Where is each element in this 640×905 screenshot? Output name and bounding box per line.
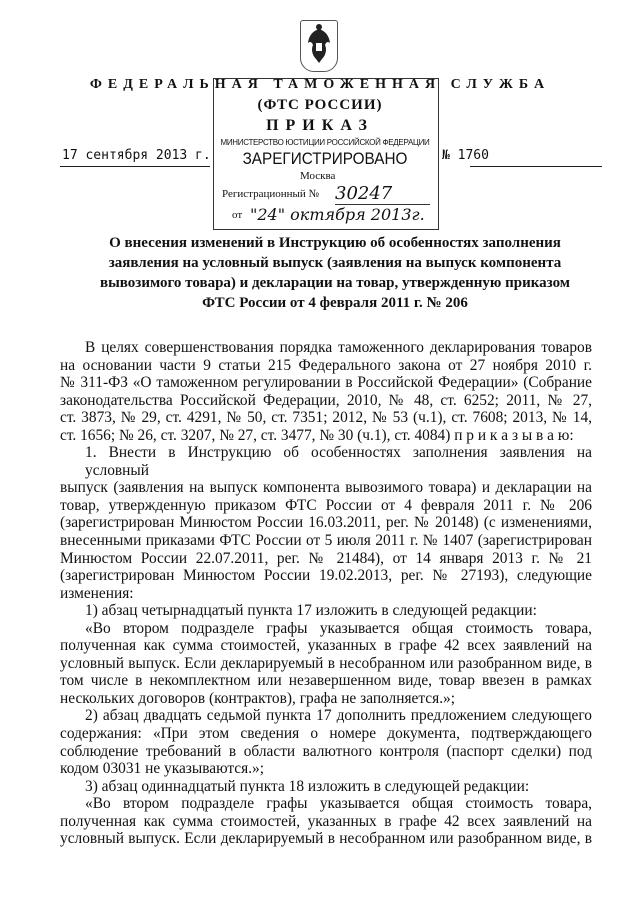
order-number: № 1760 bbox=[442, 148, 489, 163]
body-line: законодательства Российской Федерации, 2010, № 48, ст. 6252; 2011, № 27, bbox=[60, 391, 592, 409]
body-line: условный выпуск. Если декларируемый в несобранном или разобранном виде, в bbox=[60, 830, 592, 848]
body-line: соблюдение требований в области валютного контроля (паспорт сделки) под bbox=[60, 742, 592, 760]
coat-of-arms-emblem bbox=[300, 20, 338, 72]
body-line: полученная как сумма стоимостей, указанных в графе 42 всех заявлений на bbox=[60, 812, 592, 830]
stamp-reg-number: 30247 bbox=[335, 184, 430, 205]
body-line: на основании части 9 статьи 215 Федерального закона от 27 ноября 2010 г. bbox=[60, 356, 592, 374]
body-line: (зарегистрирован Минюстом России 16.03.2011, рег. № 20148) (с изменениями, bbox=[60, 514, 592, 532]
body-line: кодом 03031 не указываются.»; bbox=[60, 760, 265, 778]
body-line: полученная как сумма стоимостей, указанных в графе 42 всех заявлений на bbox=[60, 637, 592, 655]
stamp-registered: ЗАРЕГИСТРИРОВАНО bbox=[242, 149, 408, 168]
body-line: товар, утвержденную приказом ФТС России от 4 февраля 2011 г. № 206 bbox=[60, 496, 592, 514]
title-line: ФТС России от 4 февраля 2011 г. № 206 bbox=[202, 295, 468, 311]
body-line: 3) абзац одиннадцатый пункта 18 изложить в следующей редакции: bbox=[85, 777, 530, 795]
document-body bbox=[60, 339, 592, 848]
body-line: ст. 3873, № 29, ст. 4291, № 50, ст. 7351; 2012, № 53 (ч.1), ст. 7608; 2013, № 14, bbox=[60, 409, 592, 427]
document-type: ПРИКАЗ bbox=[266, 117, 374, 134]
body-line: условный выпуск. Если декларируемый в несобранном или разобранном виде, в bbox=[60, 654, 592, 672]
stamp-city: Москва bbox=[300, 170, 336, 182]
date-underline bbox=[60, 166, 210, 167]
body-line: внесенными приказами ФТС России от 5 июля 2011 г. № 1407 (зарегистрирован bbox=[60, 532, 592, 550]
body-line: том числе в некомплектном или незавершенном виде, товар ввезен в рамках bbox=[60, 672, 592, 690]
body-line: содержания: «При этом сведения о номере документа, подтверждающего bbox=[60, 725, 592, 743]
stamp-date-label: от bbox=[232, 209, 243, 221]
body-line: выпуск (заявления на выпуск компонента вывозимого товара) и декларации на bbox=[60, 479, 592, 497]
title-line: О внесения изменений в Инструкцию об особенностях заполнения bbox=[109, 235, 561, 251]
body-line: № 311-ФЗ «О таможенном регулировании в Российской Федерации» (Собрание bbox=[60, 374, 592, 392]
body-line: (зарегистрирован Минюстом России 19.02.2013, рег. № 27193), следующие bbox=[60, 567, 592, 585]
body-line: нескольких договоров (контрактов), графа не заполняется.»; bbox=[60, 689, 456, 707]
body-line: 1) абзац четырнадцатый пункта 17 изложить в следующей редакции: bbox=[85, 602, 537, 620]
body-line: 1. Внести в Инструкцию об особенностях заполнения заявления на условный bbox=[85, 444, 592, 479]
stamp-ministry: МИНИСТЕРСТВО ЮСТИЦИИ РОССИЙСКОЙ ФЕДЕРАЦИИ bbox=[220, 138, 430, 147]
body-line: «Во втором подразделе графы указывается общая стоимость товара, bbox=[85, 619, 592, 637]
body-line: изменения: bbox=[60, 584, 134, 602]
title-line: вывозимого товара) и декларации на товар, утвержденную приказом bbox=[99, 275, 571, 291]
stamp-reg-label: Регистрационный № bbox=[222, 188, 320, 200]
body-line: «Во втором подразделе графы указывается общая стоимость товара, bbox=[85, 795, 592, 813]
agency-name: ФЕДЕРАЛЬНАЯ ТАМОЖЕННАЯ СЛУЖБА bbox=[89, 77, 551, 92]
stamp-date-value: "24" октября 2013г. bbox=[250, 205, 425, 224]
agency-short-name: (ФТС РОССИИ) bbox=[257, 97, 383, 113]
body-line: Минюстом России 22.07.2011, рег. № 21484), от 14 января 2013 г. № 21 bbox=[60, 549, 592, 567]
order-date: 17 сентября 2013 г. bbox=[62, 148, 211, 163]
body-line: В целях совершенствования порядка таможенного декларирования товаров bbox=[85, 339, 592, 356]
number-underline bbox=[470, 166, 602, 167]
title-line: заявления на условный выпуск (заявления на выпуск компонента bbox=[108, 255, 562, 271]
document-title bbox=[95, 233, 575, 313]
body-line: 2) абзац двадцать седьмой пункта 17 дополнить предложением следующего bbox=[85, 707, 592, 725]
body-line: ст. 1656; № 26, ст. 3207, № 27, ст. 3477, № 30 (ч.1), ст. 4084) п р и к а з ы в а ю: bbox=[60, 426, 574, 444]
